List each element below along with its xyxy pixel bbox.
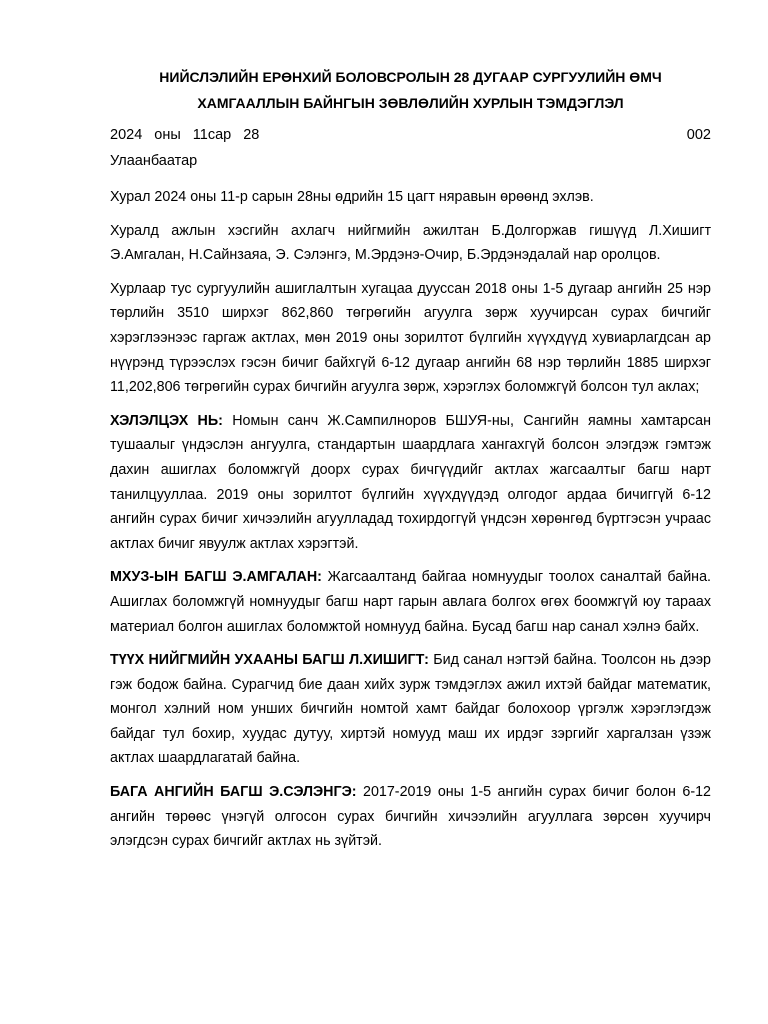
date-number-row xyxy=(110,122,711,148)
document-title-line-2: ХАМГААЛЛЫН БАЙНГЫН ЗӨВЛӨЛИЙН ХУРЛЫН ТЭМДЭГЛЭЛ xyxy=(197,95,624,111)
paragraph-agenda: Хурлаар тус сургуулийн ашиглалтын хугацаа дууссан 2018 оны 1-5 дугаар ангийн 25 нэр төрлийн 3510 ширхэг 862,860 төгрөгийн агуулга зөрж хуучирсан сурах бичгийг хэрэглээнээс гаргаж актлах, мөн 2019 оны зорилтот бүлгийн хүүхдүүд хувиарлагдсан ар нүүрэнд түрээслэх гэсэн бичиг байхгүй 6-12 дугаар ангийн 68 нэр төрлийн 1885 ширхэг 11,202,806 төгрөгийн сурах бичгийн агуулга зөрж, хэрэглэх боломжгүй болсон тул аклах; xyxy=(110,280,711,396)
speaker-label: ТҮҮХ НИЙГМИЙН УХААНЫ БАГШ Л.ХИШИГТ: xyxy=(110,652,429,669)
paragraph-meeting-start: Хурал 2024 оны 11-р сарын 28ны өдрийн 15 цагт няравын өрөөнд эхлэв. xyxy=(110,189,594,205)
paragraph-selenge xyxy=(110,780,711,854)
speaker-text: Номын санч Ж.Сампилноров БШУЯ-ны, Сангийн яамны хамтарсан тушаалыг үндэслэн ангуулга, стандартын шаардлага хангахгүй болсон элэгдэж гэмтэж дахин ашиглах боломжгүй доорх сурах бичгүүдийг актлах жагсаалтыг багш нарт танилцууллаа. 2019 оны зорилтот бүлгийн хүүхдүүдэд олгодог ардаа бичиггүй 6-12 ангийн сурах бичиг хичээлийн агуулладад тохирдоггүй үндсэн хөрөнгөд бүртгэсэн учраас актлах бичиг явуулж актлах хэрэгтэй. xyxy=(110,412,711,552)
paragraph-amgalan xyxy=(110,565,711,639)
speaker-label: МХУЗ-ЫН БАГШ Э.АМГАЛАН: xyxy=(110,569,322,586)
date-month: 11сар xyxy=(192,127,232,143)
date-year-word: оны xyxy=(154,127,181,143)
date-day: 28 xyxy=(243,127,260,143)
document-page xyxy=(110,64,711,854)
speaker-text: Жагсаалтанд байгаа номнуудыг тоолох саналтай байна. Ашиглах боломжгүй номнуудыг багш нарт гарын авлага болгох өгөх боомжгүй юу тараах материал болгон ашиглах боломжтой номнууд байна. Бусад багш нар санал хэлнэ байх. xyxy=(110,569,711,635)
document-date xyxy=(110,122,271,148)
speaker-text: Бид санал нэгтэй байна. Тоолсон нь дээр гэж бодож байна. Сурагчид бие даан хийх зурж тэмдэглэх ажил ихтэй байдаг математик, монгол хэлний ном унших бичгийн номтой хамт байдаг болохоор үргэлж хэрэглэгдэж байдаг тул бохир, хуудас дутуу, хиртэй номууд маш их ирдэг зэргийг харгалзан үзэж актлах шаардлагатай байна. xyxy=(110,652,711,767)
date-year: 2024 xyxy=(110,127,143,143)
speaker-text: 2017-2019 оны 1-5 ангийн сурах бичиг болон 6-12 ангийн төрөөс үнэгүй олгосон сурах бичгийн хичээлийн агууллага зөрсөн хуучирч элэгдсэн сурах бичгийг актлах нь зүйтэй. xyxy=(110,784,711,850)
speaker-label: ХЭЛЭЛЦЭХ НЬ: xyxy=(110,412,223,429)
speaker-label: БАГА АНГИЙН БАГШ Э.СЭЛЭНГЭ: xyxy=(110,784,357,801)
document-title-line-1: НИЙСЛЭЛИЙН ЕРӨНХИЙ БОЛОВСРОЛЫН 28 ДУГААР СУРГУУЛИЙН ӨМЧ xyxy=(159,69,662,85)
document-number: 002 xyxy=(686,127,711,143)
paragraph-khishigt xyxy=(110,648,711,771)
paragraph-discussion xyxy=(110,409,711,557)
document-city: Улаанбаатар xyxy=(110,153,198,169)
paragraph-attendees: Хуралд ажлын хэсгийн ахлагч нийгмийн ажилтан Б.Долгоржав гишүүд Л.Хишигт Э.Амгалан, Н.Сайнзаяа, Э. Сэлэнгэ, М.Эрдэнэ-Очир, Б.Эрдэнэдалай нар оролцов. xyxy=(110,222,711,264)
